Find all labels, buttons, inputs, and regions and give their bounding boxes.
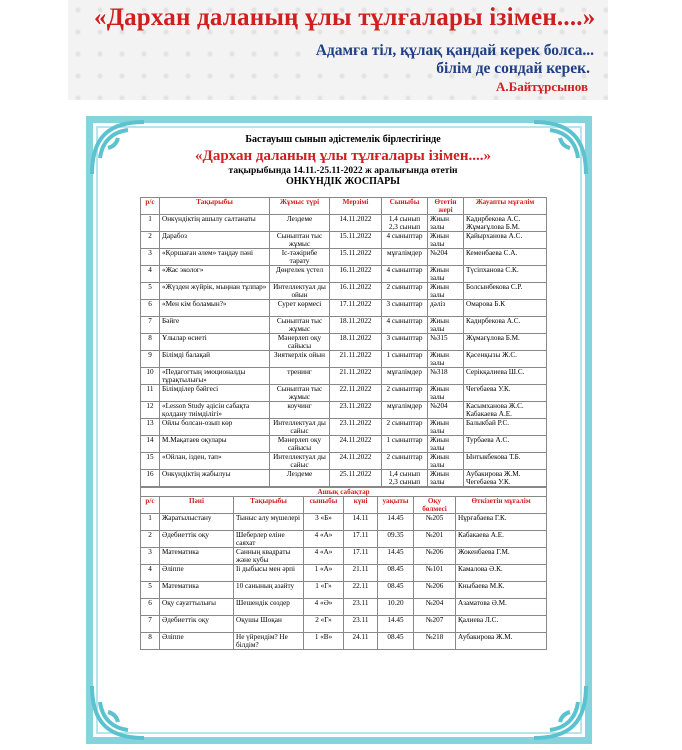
table-cell: Оқу сауаттылығы — [160, 599, 234, 616]
table-cell: «Педагогтың эмоционалды тұрақтылығы» — [160, 368, 270, 385]
table-cell: 21.11.2022 — [330, 351, 382, 368]
table-cell: «Ойлан, ізден, тап» — [160, 453, 270, 470]
table-cell: Жиын залы — [428, 385, 464, 402]
table-cell: №101 — [414, 565, 456, 582]
table-cell: Жиын залы — [428, 232, 464, 249]
table-row — [141, 548, 547, 565]
column-header: Мерзімі — [330, 198, 382, 215]
column-header: Жауапты мұғалім — [464, 198, 547, 215]
table-cell: 5 — [141, 582, 160, 599]
table-cell: Азаматова Ә.М. — [456, 599, 547, 616]
table-cell: Санның квадраты және кубы — [234, 548, 304, 565]
table-cell: 22.11 — [344, 582, 378, 599]
table-cell: 9 — [141, 351, 160, 368]
column-header: Өткізетін мұғалім — [456, 497, 547, 514]
table-row — [141, 599, 547, 616]
table-cell: 3 — [141, 548, 160, 565]
table-cell: 4 «А» — [304, 548, 344, 565]
corner-ornament-icon — [88, 118, 148, 178]
table-cell: 2 сыныптар — [382, 453, 428, 470]
table-row — [141, 385, 547, 402]
table-cell: 14.11 — [344, 514, 378, 531]
table-cell: Жиын залы — [428, 351, 464, 368]
column-header: уақыты — [378, 497, 414, 514]
table-cell: 4 — [141, 565, 160, 582]
table-cell: 3 «Б» — [304, 514, 344, 531]
table-cell: Нұрғабаева Г.К. — [456, 514, 547, 531]
table-cell: 09.35 — [378, 531, 414, 548]
table-cell: Лездеме — [270, 215, 330, 232]
table-cell: Интеллектуал ды сайыс — [270, 453, 330, 470]
table-cell: №206 — [414, 582, 456, 599]
table-row — [141, 300, 547, 317]
open-lessons-table-header — [141, 497, 547, 514]
table-cell: Жиын залы — [428, 215, 464, 232]
table-cell: 1 «Г» — [304, 582, 344, 599]
table-cell: тренинг — [270, 368, 330, 385]
table-row — [141, 232, 547, 249]
table-cell: 1,4 сынып 2,3 сынып — [382, 215, 428, 232]
table-cell: Іс-тәжірибе тарату — [270, 249, 330, 266]
column-header: Жұмыс түрі — [270, 198, 330, 215]
table-cell: 2 — [141, 531, 160, 548]
table-cell: Жиын залы — [428, 436, 464, 453]
table-cell: 1 сыныптар — [382, 351, 428, 368]
table-cell: 10.20 — [378, 599, 414, 616]
table-cell: 24.11.2022 — [330, 436, 382, 453]
table-cell: 16 — [141, 470, 160, 487]
table-row — [141, 368, 547, 385]
table-cell: 21.11.2022 — [330, 368, 382, 385]
table-row — [141, 531, 547, 548]
column-header: күні — [344, 497, 378, 514]
table-cell: №318 — [428, 368, 464, 385]
table-cell: 25.11.2022 — [330, 470, 382, 487]
table-cell: Тыныс алу мүшелері — [234, 514, 304, 531]
table-cell: Зияткерлік ойын — [270, 351, 330, 368]
table-cell: 17.11 — [344, 531, 378, 548]
table-cell: Жиын залы — [428, 419, 464, 436]
table-row — [141, 402, 547, 419]
table-cell: 3 сыныптар — [382, 334, 428, 351]
table-cell: Қайырханова А.С. — [464, 232, 547, 249]
events-table — [140, 197, 547, 487]
table-cell: Бәйге — [160, 317, 270, 334]
table-cell: Оқушы Шоқан — [234, 616, 304, 633]
table-cell: Мәнерлеп оқу сайысы — [270, 436, 330, 453]
table-row — [141, 215, 547, 232]
table-cell: Білімділер бәйгесі — [160, 385, 270, 402]
table-row — [141, 514, 547, 531]
table-cell: Серікқалиева Ш.С. — [464, 368, 547, 385]
table-cell: 4 сыныптар — [382, 232, 428, 249]
table-cell: Жиын залы — [428, 266, 464, 283]
table-row — [141, 436, 547, 453]
table-cell: Жиын залы — [428, 453, 464, 470]
table-cell: Лездеме — [270, 470, 330, 487]
table-cell: Балыкбай Р.С. — [464, 419, 547, 436]
table-cell: Әліппе — [160, 633, 234, 650]
table-cell: 24.11.2022 — [330, 453, 382, 470]
table-cell: Кадирбекова А.С. Жұмағұлова Б.М. — [464, 215, 547, 232]
table-cell: 7 — [141, 616, 160, 633]
column-header: Тақырыбы — [234, 497, 304, 514]
table-cell: Қалиева Л.С. — [456, 616, 547, 633]
table-cell: 2 «Г» — [304, 616, 344, 633]
table-cell: 1 — [141, 215, 160, 232]
open-lessons-table — [140, 487, 547, 650]
table-cell: 23.11 — [344, 616, 378, 633]
table-cell: 3 — [141, 249, 160, 266]
table-cell: Математика — [160, 582, 234, 599]
table-cell: Кеменбаева С.А. — [464, 249, 547, 266]
table-cell: Ii дыбысы мен әрпі — [234, 565, 304, 582]
table-cell: 08.45 — [378, 582, 414, 599]
table-cell: Шеберлер еліне саяхат — [234, 531, 304, 548]
table-cell: «Қоршаған әлем» таңдау пәні — [160, 249, 270, 266]
table-cell: мұғалімдер — [382, 402, 428, 419]
table-cell: 14.45 — [378, 548, 414, 565]
table-cell: Сурет көрмесі — [270, 300, 330, 317]
table-cell: Шешендік сөздер — [234, 599, 304, 616]
table-cell: 15.11.2022 — [330, 232, 382, 249]
table-cell: 12 — [141, 402, 160, 419]
table-cell: 21.11 — [344, 565, 378, 582]
table-cell: Ойлы болсан-озып көр — [160, 419, 270, 436]
table-cell: 3 сыныптар — [382, 300, 428, 317]
table-cell: 1 сыныптар — [382, 436, 428, 453]
column-header: сыныбы — [304, 497, 344, 514]
table-cell: Әдебиеттік оқу — [160, 616, 234, 633]
table-cell: Чегебаева У.К. — [464, 385, 547, 402]
quote-line-2: білім де сондай керек. — [436, 60, 590, 77]
table-cell: Аубакирова Ж.М. Чегебаева У.К. — [464, 470, 547, 487]
table-cell: Жұмағұлова Б.М. — [464, 334, 547, 351]
corner-ornament-icon — [530, 682, 590, 742]
table-cell: Турбаева А.С. — [464, 436, 547, 453]
table-cell: 4 сыныптар — [382, 317, 428, 334]
table-cell: 14 — [141, 436, 160, 453]
quote-line-1: Адамға тіл, құлақ қандай керек болса... — [315, 42, 594, 59]
table-cell: №315 — [428, 334, 464, 351]
table-cell: Кабакаева А.Е. — [456, 531, 547, 548]
period-line: тақырыбында 14.11.-25.11-2022 ж аралығында өтетін — [228, 166, 458, 176]
table-cell: Болсынбекова С.Р. — [464, 283, 547, 300]
table-cell: Аубакирова Ж.М. — [456, 633, 547, 650]
table-cell: М.Мақатаев оқулары — [160, 436, 270, 453]
table-cell: №204 — [414, 599, 456, 616]
table-cell: 14.11.2022 — [330, 215, 382, 232]
table-cell: Дөңгелек үстел — [270, 266, 330, 283]
table-cell: Ынтыкбекова Т.Б. — [464, 453, 547, 470]
table-cell: «Lesson Study әдісін сабақта қолдану тиімділігі» — [160, 402, 270, 419]
table-cell: Сыныптан тыс жұмыс — [270, 232, 330, 249]
header-banner — [68, 0, 608, 100]
table-cell: 6 — [141, 300, 160, 317]
table-cell: №204 — [428, 402, 464, 419]
table-cell: 23.11 — [344, 599, 378, 616]
table-cell: Әдебиеттік оқу — [160, 531, 234, 548]
table-cell: 24.11 — [344, 633, 378, 650]
table-cell: 16.11.2022 — [330, 266, 382, 283]
column-header: Өтетін жері — [428, 198, 464, 215]
table-cell: коучинг — [270, 402, 330, 419]
table-cell: Жиын залы — [428, 317, 464, 334]
table-cell: 1,4 сынып 2,3 сынып — [382, 470, 428, 487]
table-cell: Дарабоз — [160, 232, 270, 249]
table-cell: Жиын залы — [428, 283, 464, 300]
table-cell: Онкүндіктің ашылу салтанаты — [160, 215, 270, 232]
table-cell: Сыныптан тыс жұмыс — [270, 317, 330, 334]
table-cell: Омарова Б.К — [464, 300, 547, 317]
table-row — [141, 351, 547, 368]
table-cell: Мәнерлеп оқу сайысы — [270, 334, 330, 351]
table-cell: «Жүзден жүйрік, мыңнан тұлпар» — [160, 283, 270, 300]
document-title: «Дархан даланың ұлы тұлғалары ізімен....» — [195, 148, 491, 164]
quote-author: А.Байтұрсынов — [496, 79, 588, 94]
table-cell: 8 — [141, 334, 160, 351]
table-cell: №206 — [414, 548, 456, 565]
table-cell: Түсіпханова С.К. — [464, 266, 547, 283]
column-header: Тақырыбы — [160, 198, 270, 215]
table-cell: мұғалімдер — [382, 368, 428, 385]
table-cell: 18.11.2022 — [330, 334, 382, 351]
table-cell: дәліз — [428, 300, 464, 317]
table-row — [141, 249, 547, 266]
table-cell: 5 — [141, 283, 160, 300]
table-row — [141, 582, 547, 599]
table-cell: 8 — [141, 633, 160, 650]
table-cell: 4 «Ә» — [304, 599, 344, 616]
table-cell: 16.11.2022 — [330, 283, 382, 300]
table-cell: 14.45 — [378, 514, 414, 531]
table-cell: 13 — [141, 419, 160, 436]
plan-title: ОНКҮНДІК ЖОСПАРЫ — [285, 176, 401, 187]
events-table-header — [141, 198, 547, 215]
column-header: Оқу бөлмесі — [414, 497, 456, 514]
table-cell: Касымханова Ж.С. Кабакаева А.Е. — [464, 402, 547, 419]
table-cell: 4 — [141, 266, 160, 283]
table-cell: 22.11.2022 — [330, 385, 382, 402]
table-cell: 11 — [141, 385, 160, 402]
table-cell: №218 — [414, 633, 456, 650]
table-cell: 1 — [141, 514, 160, 531]
table-cell: 4 «А» — [304, 531, 344, 548]
table-cell: 2 — [141, 232, 160, 249]
table-cell: Жиын залы — [428, 470, 464, 487]
table-cell: Кадирбекова А.С. — [464, 317, 547, 334]
table-cell: Жаратылыстану — [160, 514, 234, 531]
table-cell: Интеллектуал ды сайыс — [270, 419, 330, 436]
table-cell: мұғалімдер — [382, 249, 428, 266]
table-cell: «Жас эколог» — [160, 266, 270, 283]
column-header: Сыныбы — [382, 198, 428, 215]
column-header: р/с — [141, 198, 160, 215]
table-row — [141, 616, 547, 633]
table-cell: Әліппе — [160, 565, 234, 582]
table-cell: №204 — [428, 249, 464, 266]
table-cell: 23.11.2022 — [330, 402, 382, 419]
table-row — [141, 419, 547, 436]
column-header: р/с — [141, 497, 160, 514]
table-cell: «Мен кім боламын?» — [160, 300, 270, 317]
table-cell: 15 — [141, 453, 160, 470]
open-lessons-section-title: Ашық сабақтар — [141, 488, 547, 497]
table-cell: 17.11 — [344, 548, 378, 565]
table-cell: 2 сыныптар — [382, 419, 428, 436]
table-cell: Ұлылар өсиеті — [160, 334, 270, 351]
table-cell: Қасенқызы Ж.С. — [464, 351, 547, 368]
table-cell: 08.45 — [378, 633, 414, 650]
table-cell: Онкүндіктің жабылуы — [160, 470, 270, 487]
table-cell: 6 — [141, 599, 160, 616]
table-row — [141, 266, 547, 283]
table-cell: 2 сыныптар — [382, 283, 428, 300]
table-cell: Не үйрендім? Не білдім? — [234, 633, 304, 650]
table-cell: Сыныптан тыс жұмыс — [270, 385, 330, 402]
table-cell: Жокенбаева Г.М. — [456, 548, 547, 565]
table-cell: 10 санының азайту — [234, 582, 304, 599]
table-cell: 08.45 — [378, 565, 414, 582]
table-cell: №201 — [414, 531, 456, 548]
table-cell: 14.45 — [378, 616, 414, 633]
table-cell: 17.11.2022 — [330, 300, 382, 317]
table-cell: Кныбаева М.К. — [456, 582, 547, 599]
table-row — [141, 633, 547, 650]
table-cell: 2 сыныптар — [382, 385, 428, 402]
table-cell: Камалова Ә.К. — [456, 565, 547, 582]
table-row — [141, 453, 547, 470]
column-header: Пәні — [160, 497, 234, 514]
table-cell: 18.11.2022 — [330, 317, 382, 334]
organization-line: Бастауыш сынып әдістемелік бірлестігінде — [245, 134, 441, 145]
table-cell: №207 — [414, 616, 456, 633]
table-cell: Интеллектуал ды ойын — [270, 283, 330, 300]
table-cell: 15.11.2022 — [330, 249, 382, 266]
table-row — [141, 565, 547, 582]
table-cell: Білімді балақай — [160, 351, 270, 368]
table-row — [141, 317, 547, 334]
table-cell: Математика — [160, 548, 234, 565]
table-row — [141, 334, 547, 351]
corner-ornament-icon — [88, 682, 148, 742]
poster-title: «Дархан даланың ұлы тұлғалары ізімен....» — [94, 4, 596, 31]
table-cell: 1 «В» — [304, 633, 344, 650]
plan-document — [140, 128, 546, 650]
table-cell: 10 — [141, 368, 160, 385]
table-cell: №205 — [414, 514, 456, 531]
table-cell: 7 — [141, 317, 160, 334]
table-row — [141, 470, 547, 487]
table-cell: 23.11.2022 — [330, 419, 382, 436]
table-cell: 4 сыныптар — [382, 266, 428, 283]
table-cell: 1 «А» — [304, 565, 344, 582]
table-row — [141, 283, 547, 300]
